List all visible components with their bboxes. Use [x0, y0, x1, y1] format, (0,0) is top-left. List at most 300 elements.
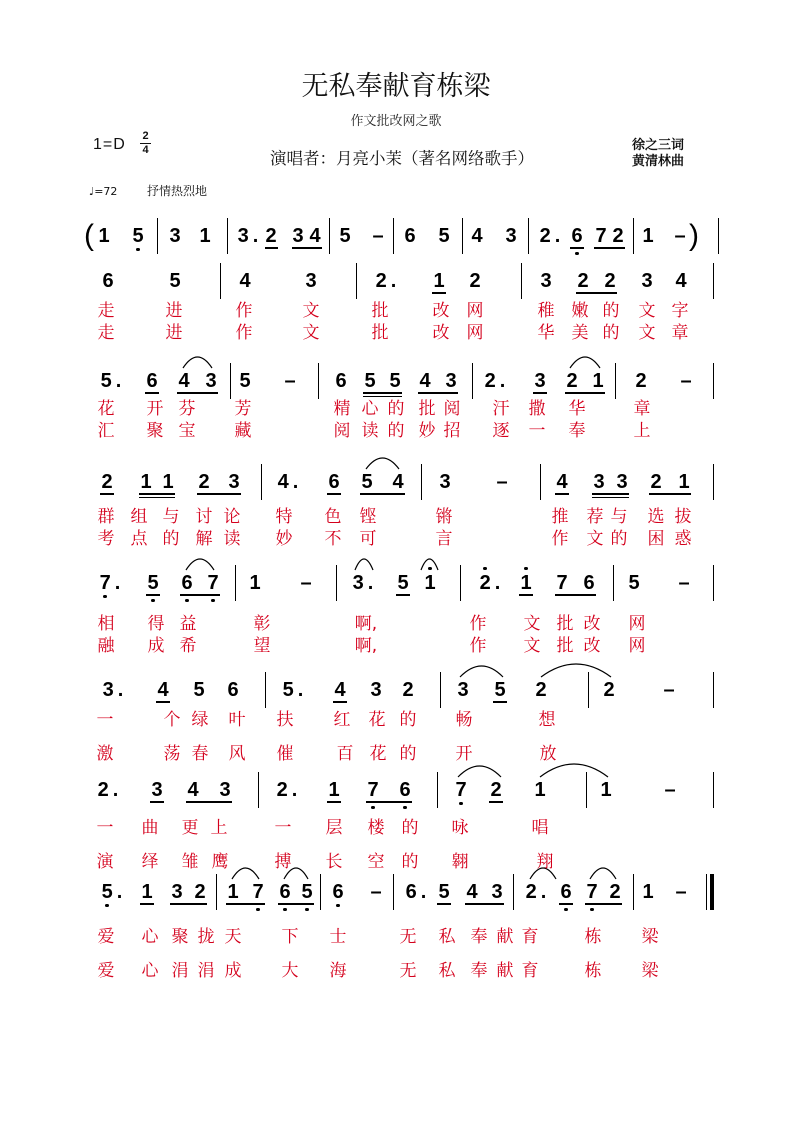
lyric-syllable: 华	[537, 323, 555, 343]
sustain-dash: –	[664, 779, 676, 801]
octave-dot-low	[136, 248, 139, 251]
barline	[336, 565, 337, 601]
note: 1	[424, 572, 436, 594]
beam-underline	[146, 594, 160, 596]
note: 2	[635, 370, 647, 392]
note: 5	[438, 225, 450, 247]
note: 6	[571, 225, 583, 247]
note: 4	[466, 881, 478, 903]
lyric-syllable: 风	[228, 744, 246, 764]
dotted-note: 3.	[102, 679, 128, 701]
lyric-syllable: 相	[97, 614, 115, 634]
lyric-syllable: 育	[521, 961, 539, 981]
note: 5	[339, 225, 351, 247]
lyric-syllable: 更	[181, 818, 199, 838]
beam-underline	[555, 493, 569, 495]
lyric-syllable: 荡	[163, 744, 181, 764]
beam-underline	[432, 292, 446, 294]
barline	[713, 363, 714, 399]
lyric-syllable: 铿	[359, 507, 377, 527]
note: 6	[335, 370, 347, 392]
lyric-syllable: 宝	[178, 421, 196, 441]
note: 1	[642, 225, 654, 247]
lyric-syllable: 逐	[492, 421, 510, 441]
lyric-syllable: 一	[274, 818, 292, 838]
note: 3	[205, 370, 217, 392]
note: 4	[556, 471, 568, 493]
octave-dot-high	[524, 567, 527, 570]
key-signature: 1=D	[93, 136, 126, 153]
barline	[220, 263, 221, 299]
beam-underline	[156, 701, 170, 703]
lyric-syllable: 的	[162, 529, 180, 549]
slur	[186, 559, 214, 570]
beam-underline-double	[592, 497, 629, 499]
lyric-syllable: 爱	[97, 927, 115, 947]
note: 5	[397, 572, 409, 594]
sustain-dash: –	[678, 572, 690, 594]
note: 3	[305, 270, 317, 292]
dotted-note: 2.	[479, 572, 505, 594]
octave-dot-low	[371, 806, 374, 809]
barline	[261, 464, 262, 500]
note: 2	[535, 679, 547, 701]
beam-underline-double	[139, 497, 175, 499]
octave-dot-low	[256, 908, 259, 911]
barline	[421, 464, 422, 500]
octave-dot-low	[151, 599, 154, 602]
dotted-note: 3.	[237, 225, 263, 247]
barline	[713, 672, 714, 708]
barline	[713, 772, 714, 808]
lyric-syllable: 与	[162, 507, 180, 527]
note: 5	[628, 572, 640, 594]
barline	[713, 263, 714, 299]
note: 1	[227, 881, 239, 903]
note: 1	[642, 881, 654, 903]
note: 3	[169, 225, 181, 247]
dotted-note: 5.	[101, 881, 127, 903]
tempo-mark: ♩=72	[89, 185, 118, 198]
lyric-syllable: 成	[147, 636, 165, 656]
beam-underline	[226, 903, 265, 905]
lyric-syllable: 叶	[228, 710, 246, 730]
beam-underline	[570, 247, 584, 249]
sustain-dash: –	[284, 370, 296, 392]
lyric-syllable: 作	[551, 529, 569, 549]
beam-underline-double	[363, 396, 402, 398]
lyric-syllable: 招	[443, 421, 461, 441]
octave-dot-low	[336, 904, 339, 907]
barline	[437, 772, 438, 808]
lyric-syllable: 想	[538, 710, 556, 730]
barline	[235, 565, 236, 601]
note: 4	[178, 370, 190, 392]
barline	[718, 218, 719, 254]
note: 6	[583, 572, 595, 594]
lyric-syllable: 读	[223, 529, 241, 549]
note: 2	[101, 471, 113, 493]
beam-underline	[100, 493, 114, 495]
note: 5	[301, 881, 313, 903]
lyric-syllable: 奉	[470, 961, 488, 981]
lyric-syllable: 网	[466, 301, 484, 321]
note: 2	[490, 779, 502, 801]
lyric-syllable: 梁	[641, 961, 659, 981]
singer-credit: 演唱者：月亮小茉（著名网络歌手）	[270, 149, 534, 168]
lyric-syllable: 妙	[275, 529, 293, 549]
beam-underline	[565, 392, 605, 394]
lyric-syllable: 催	[276, 744, 294, 764]
lyric-syllable: 雏	[181, 852, 199, 872]
lyric-syllable: 的	[602, 301, 620, 321]
note: 2	[469, 270, 481, 292]
lyric-syllable: 海	[329, 961, 347, 981]
beam-underline	[594, 247, 625, 249]
lyric-syllable: 啊,	[354, 636, 378, 656]
note: 2	[194, 881, 206, 903]
lyric-syllable: 文	[302, 301, 320, 321]
lyric-syllable: 献	[496, 927, 514, 947]
lyric-syllable: 翱	[451, 852, 469, 872]
dotted-note: 2.	[276, 779, 302, 801]
note: 6	[332, 881, 344, 903]
lyric-syllable: 特	[275, 507, 293, 527]
barline	[265, 672, 266, 708]
beam-underline	[649, 493, 691, 495]
lyric-syllable: 改	[583, 636, 601, 656]
note: 7	[367, 779, 379, 801]
lyric-syllable: 聚	[146, 421, 164, 441]
note: 1	[520, 572, 532, 594]
sustain-dash: –	[370, 881, 382, 903]
note: 4	[309, 225, 321, 247]
lyric-syllable: 华	[568, 399, 586, 419]
lyric-syllable: 群	[97, 507, 115, 527]
lyric-syllable: 作	[235, 301, 253, 321]
lyric-syllable: 批	[371, 323, 389, 343]
lyric-syllable: 上	[210, 818, 228, 838]
dotted-note: 4.	[277, 471, 303, 493]
lyric-syllable: 文	[302, 323, 320, 343]
note: 1	[600, 779, 612, 801]
note: 1	[678, 471, 690, 493]
note: 5	[494, 679, 506, 701]
note: 3	[641, 270, 653, 292]
barline	[258, 772, 259, 808]
beam-underline	[139, 493, 175, 495]
song-title: 无私奉献育栋梁	[301, 71, 491, 102]
lyric-syllable: 批	[556, 614, 574, 634]
lyric-syllable: 读	[361, 421, 379, 441]
sustain-dash: –	[300, 572, 312, 594]
beam-underline	[186, 801, 232, 803]
lyric-syllable: 讨	[195, 507, 213, 527]
lyric-syllable: 长	[325, 852, 343, 872]
barline	[513, 874, 514, 910]
lyric-syllable: 点	[130, 529, 148, 549]
barline	[393, 218, 394, 254]
beam-underline	[418, 392, 458, 394]
barline	[157, 218, 158, 254]
lyric-syllable: 走	[97, 323, 115, 343]
sustain-dash: –	[674, 225, 686, 247]
note: 2	[566, 370, 578, 392]
lyric-syllable: 改	[432, 301, 450, 321]
lyric-syllable: 花	[368, 710, 386, 730]
beam-underline	[559, 903, 573, 905]
lyric-syllable: 激	[96, 744, 114, 764]
lyric-syllable: 大	[281, 961, 299, 981]
note: 3	[457, 679, 469, 701]
time-signature-denominator: 4	[142, 144, 149, 156]
lyric-syllable: 绎	[141, 852, 159, 872]
lyric-syllable: 与	[610, 507, 628, 527]
lyric-syllable: 选	[647, 507, 665, 527]
note: 6	[404, 225, 416, 247]
octave-dot-low	[590, 908, 593, 911]
barline	[633, 218, 634, 254]
lyric-syllable: 撒	[528, 399, 546, 419]
beam-underline	[150, 801, 164, 803]
lyric-syllable: 进	[165, 323, 183, 343]
note: 1	[534, 779, 546, 801]
beam-underline	[360, 493, 405, 495]
dotted-note: 6.	[405, 881, 431, 903]
note: 3	[534, 370, 546, 392]
note: 5	[132, 225, 144, 247]
sustain-dash: –	[663, 679, 675, 701]
beam-underline	[327, 493, 341, 495]
beam-underline	[265, 247, 278, 249]
note: 4	[334, 679, 346, 701]
lyric-syllable: 天	[224, 927, 242, 947]
lyric-syllable: 放	[539, 744, 557, 764]
lyric-syllable: 梁	[641, 927, 659, 947]
note: 4	[187, 779, 199, 801]
final-barline	[710, 874, 714, 910]
barline	[462, 218, 463, 254]
dotted-note: 5.	[100, 370, 126, 392]
note: 1	[141, 881, 153, 903]
note: 3	[151, 779, 163, 801]
note: 1	[249, 572, 261, 594]
note: 3	[616, 471, 628, 493]
lyric-syllable: 的	[387, 421, 405, 441]
lyric-syllable: 汇	[97, 421, 115, 441]
octave-dot-low	[305, 908, 308, 911]
barline	[633, 874, 634, 910]
barline	[227, 218, 228, 254]
lyric-syllable: 演	[96, 852, 114, 872]
song-subtitle: 作文批改网之歌	[350, 114, 442, 129]
barline	[615, 363, 616, 399]
lyric-syllable: 的	[610, 529, 628, 549]
note: 6	[181, 572, 193, 594]
slur	[590, 868, 616, 879]
lyric-syllable: 心	[141, 961, 159, 981]
lyric-syllable: 翔	[536, 852, 554, 872]
lyric-syllable: 融	[97, 636, 115, 656]
beam-underline	[170, 903, 207, 905]
barline	[329, 218, 330, 254]
lyric-syllable: 字	[671, 301, 689, 321]
lyric-syllable: 改	[583, 614, 601, 634]
note: 4	[157, 679, 169, 701]
note: 4	[471, 225, 483, 247]
dotted-note: 2.	[484, 370, 510, 392]
lyric-syllable: 考	[97, 529, 115, 549]
lyric-syllable: 芳	[234, 399, 252, 419]
lyric-syllable: 的	[387, 399, 405, 419]
lyric-syllable: 批	[371, 301, 389, 321]
lyric-syllable: 花	[369, 744, 387, 764]
beam-underline	[585, 903, 622, 905]
slur	[232, 868, 259, 879]
beam-underline	[576, 292, 617, 294]
beam-underline	[327, 801, 341, 803]
lyric-syllable: 奉	[568, 421, 586, 441]
note: 6	[328, 471, 340, 493]
barline	[713, 464, 714, 500]
lyric-syllable: 网	[466, 323, 484, 343]
octave-dot-low	[103, 595, 106, 598]
lyric-syllable: 一	[96, 710, 114, 730]
beam-underline	[363, 392, 402, 394]
octave-dot-low	[185, 599, 188, 602]
lyric-syllable: 网	[628, 636, 646, 656]
lyric-syllable: 的	[602, 323, 620, 343]
lyric-syllable: 心	[141, 927, 159, 947]
lyric-syllable: 下	[281, 927, 299, 947]
lyric-syllable: 成	[224, 961, 242, 981]
sustain-dash: –	[372, 225, 384, 247]
note: 7	[252, 881, 264, 903]
beam-underline	[493, 701, 507, 703]
lyric-syllable: 文	[638, 301, 656, 321]
lyric-syllable: 彰	[253, 614, 271, 634]
beam-underline	[489, 801, 503, 803]
lyric-syllable: 拔	[674, 507, 692, 527]
note: 6	[560, 881, 572, 903]
lyric-syllable: 私	[438, 961, 456, 981]
beam-underline	[555, 594, 596, 596]
lyric-syllable: 汗	[492, 399, 510, 419]
lyric-syllable: 育	[521, 927, 539, 947]
lyric-syllable: 嫩	[571, 301, 589, 321]
barline	[460, 565, 461, 601]
note: 5	[193, 679, 205, 701]
note: 2	[265, 225, 277, 247]
beam-underline	[197, 493, 241, 495]
note: 1	[140, 471, 152, 493]
lyric-syllable: 拢	[197, 927, 215, 947]
barline	[521, 263, 522, 299]
tempo-expression: 抒情热烈地	[147, 184, 208, 198]
octave-dot-low	[575, 252, 578, 255]
lyric-syllable: 章	[671, 323, 689, 343]
intro-paren-close: )	[689, 219, 699, 252]
barline	[320, 874, 321, 910]
lyric-syllable: 走	[97, 301, 115, 321]
note: 6	[146, 370, 158, 392]
time-signature-numerator: 2	[140, 131, 151, 144]
lyric-syllable: 爱	[97, 961, 115, 981]
sustain-dash: –	[496, 471, 508, 493]
octave-dot-high	[428, 567, 431, 570]
lyric-syllable: 批	[556, 636, 574, 656]
lyric-syllable: 咏	[451, 818, 469, 838]
slur	[355, 559, 373, 570]
note: 7	[556, 572, 568, 594]
lyric-syllable: 作	[235, 323, 253, 343]
note: 5	[239, 370, 251, 392]
lyric-syllable: 美	[571, 323, 589, 343]
note: 3	[228, 471, 240, 493]
lyric-syllable: 文	[638, 323, 656, 343]
note: 7	[455, 779, 467, 801]
beam-underline	[140, 903, 154, 905]
barline	[318, 363, 319, 399]
note: 6	[399, 779, 411, 801]
dotted-note: 2.	[525, 881, 551, 903]
barline	[393, 874, 394, 910]
note: 2	[198, 471, 210, 493]
lyric-syllable: 一	[96, 818, 114, 838]
beam-underline	[180, 594, 220, 596]
beam-underline	[437, 903, 451, 905]
slur	[541, 664, 611, 677]
beam-underline	[177, 392, 218, 394]
slur	[366, 458, 399, 469]
note: 5	[169, 270, 181, 292]
lyric-syllable: 阅	[443, 399, 461, 419]
lyric-syllable: 阅	[333, 421, 351, 441]
lyric-syllable: 栋	[584, 961, 602, 981]
beam-underline	[366, 801, 412, 803]
lyric-syllable: 章	[633, 399, 651, 419]
slur	[460, 666, 503, 677]
note: 2	[604, 270, 616, 292]
note: 2	[603, 679, 615, 701]
note: 5	[364, 370, 376, 392]
lyric-syllable: 推	[551, 507, 569, 527]
barline	[230, 363, 231, 399]
octave-dot-low	[283, 908, 286, 911]
barline	[528, 218, 529, 254]
lyric-syllable: 献	[496, 961, 514, 981]
lyric-syllable: 开	[455, 744, 473, 764]
lyric-syllable: 空	[367, 852, 385, 872]
dotted-note: 3.	[352, 572, 378, 594]
lyric-syllable: 芬	[178, 399, 196, 419]
lyric-syllable: 绿	[191, 710, 209, 730]
barline	[586, 772, 587, 808]
lyric-syllable: 鹰	[211, 852, 229, 872]
note: 3	[491, 881, 503, 903]
beam-underline	[533, 392, 547, 394]
lyric-syllable: 私	[438, 927, 456, 947]
lyric-syllable: 无	[399, 961, 417, 981]
lyric-syllable: 个	[163, 710, 181, 730]
barline	[588, 672, 589, 708]
note: 5	[147, 572, 159, 594]
dotted-note: 2.	[375, 270, 401, 292]
lyric-syllable: 百	[336, 744, 354, 764]
barline	[713, 565, 714, 601]
barline	[440, 672, 441, 708]
note: 4	[419, 370, 431, 392]
